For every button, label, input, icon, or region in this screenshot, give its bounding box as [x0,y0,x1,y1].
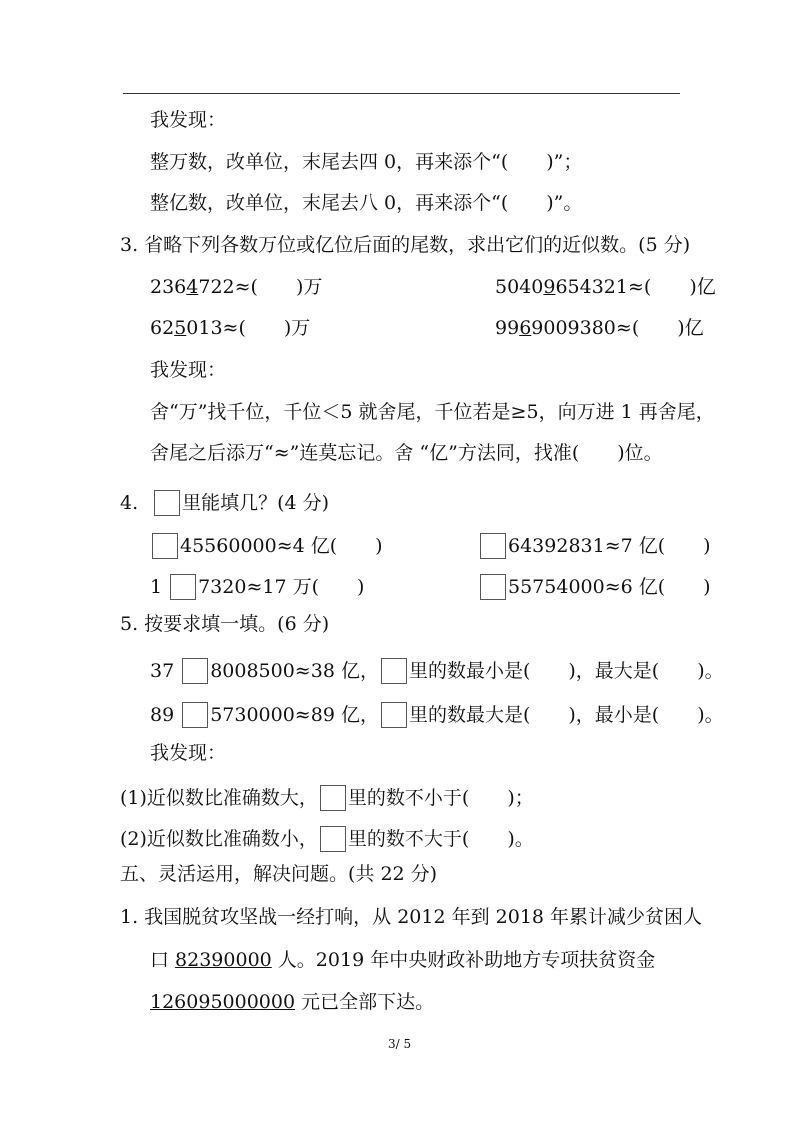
discover-label-1: 我发现： [150,109,227,131]
q5-find-1: (1)近似数比准确数大， 里的数不小于( )； [120,787,534,809]
answer-box[interactable] [381,702,407,728]
q5-row-2: 89 5730000≈89 亿， 里的数最大是( )，最小是( )。 [150,704,724,726]
q5-find-2: (2)近似数比准确数小， 里的数不大于( )。 [120,828,534,850]
answer-box[interactable] [182,658,208,684]
answer-box[interactable] [170,574,196,600]
answer-box[interactable] [480,574,506,600]
header-rule [123,93,680,94]
s5-q1-line3: 126095000000 元已全部下达。 [150,991,435,1013]
q3-item-3: 625013≈( )万 [150,317,311,339]
q4-item-2: 64392831≈7 亿( ) [478,533,711,559]
s5-q1-line2: 口 82390000 人。2019 年中央财政补助地方专项扶贫资金 [150,949,656,971]
q5-title: 5. 按要求填一填。(6 分) [120,613,330,635]
section5-title: 五、灵活运用，解决问题。(共 22 分) [120,863,438,885]
q3-rule-1: 舍“万”找千位，千位＜5 就舍尾，千位若是≥5，向万进 1 再舍尾， [150,401,715,423]
s5-q1-line1: 1. 我国脱贫攻坚战一经打响，从 2012 年到 2018 年累计减少贫困人 [120,906,703,928]
discover-label-2: 我发现： [150,359,227,381]
q4-item-3: 1 7320≈17 万( ) [150,576,365,598]
answer-box[interactable] [152,533,178,559]
answer-box[interactable] [320,826,346,852]
q5-row-1: 37 8008500≈38 亿， 里的数最小是( )，最大是( )。 [150,660,724,682]
answer-box[interactable] [154,490,180,516]
q3-title: 3. 省略下列各数万位或亿位后面的尾数，求出它们的近似数。(5 分) [120,234,691,256]
rule-wan: 整万数，改单位，末尾去四 0，再来添个“( )”； [150,151,583,173]
answer-box[interactable] [320,785,346,811]
q3-item-4: 9969009380≈( )亿 [495,317,704,339]
q3-rule-2: 舍尾之后添万“≈”连莫忘记。舍 “亿”方法同，找准( )位。 [150,442,663,464]
discover-label-3: 我发现： [150,742,227,764]
q4-item-1: 45560000≈4 亿( ) [150,533,383,559]
page-number: 3/ 5 [388,1037,412,1051]
q3-item-2: 50409654321≈( )亿 [495,276,716,298]
q4-item-4: 55754000≈6 亿( ) [478,574,711,600]
answer-box[interactable] [480,533,506,559]
answer-box[interactable] [182,702,208,728]
q4-title: 4. 里能填几？(4 分) [120,492,330,514]
rule-yi: 整亿数，改单位，末尾去八 0，再来添个“( )”。 [150,192,583,214]
q3-item-1: 2364722≈( )万 [150,276,323,298]
answer-box[interactable] [381,658,407,684]
